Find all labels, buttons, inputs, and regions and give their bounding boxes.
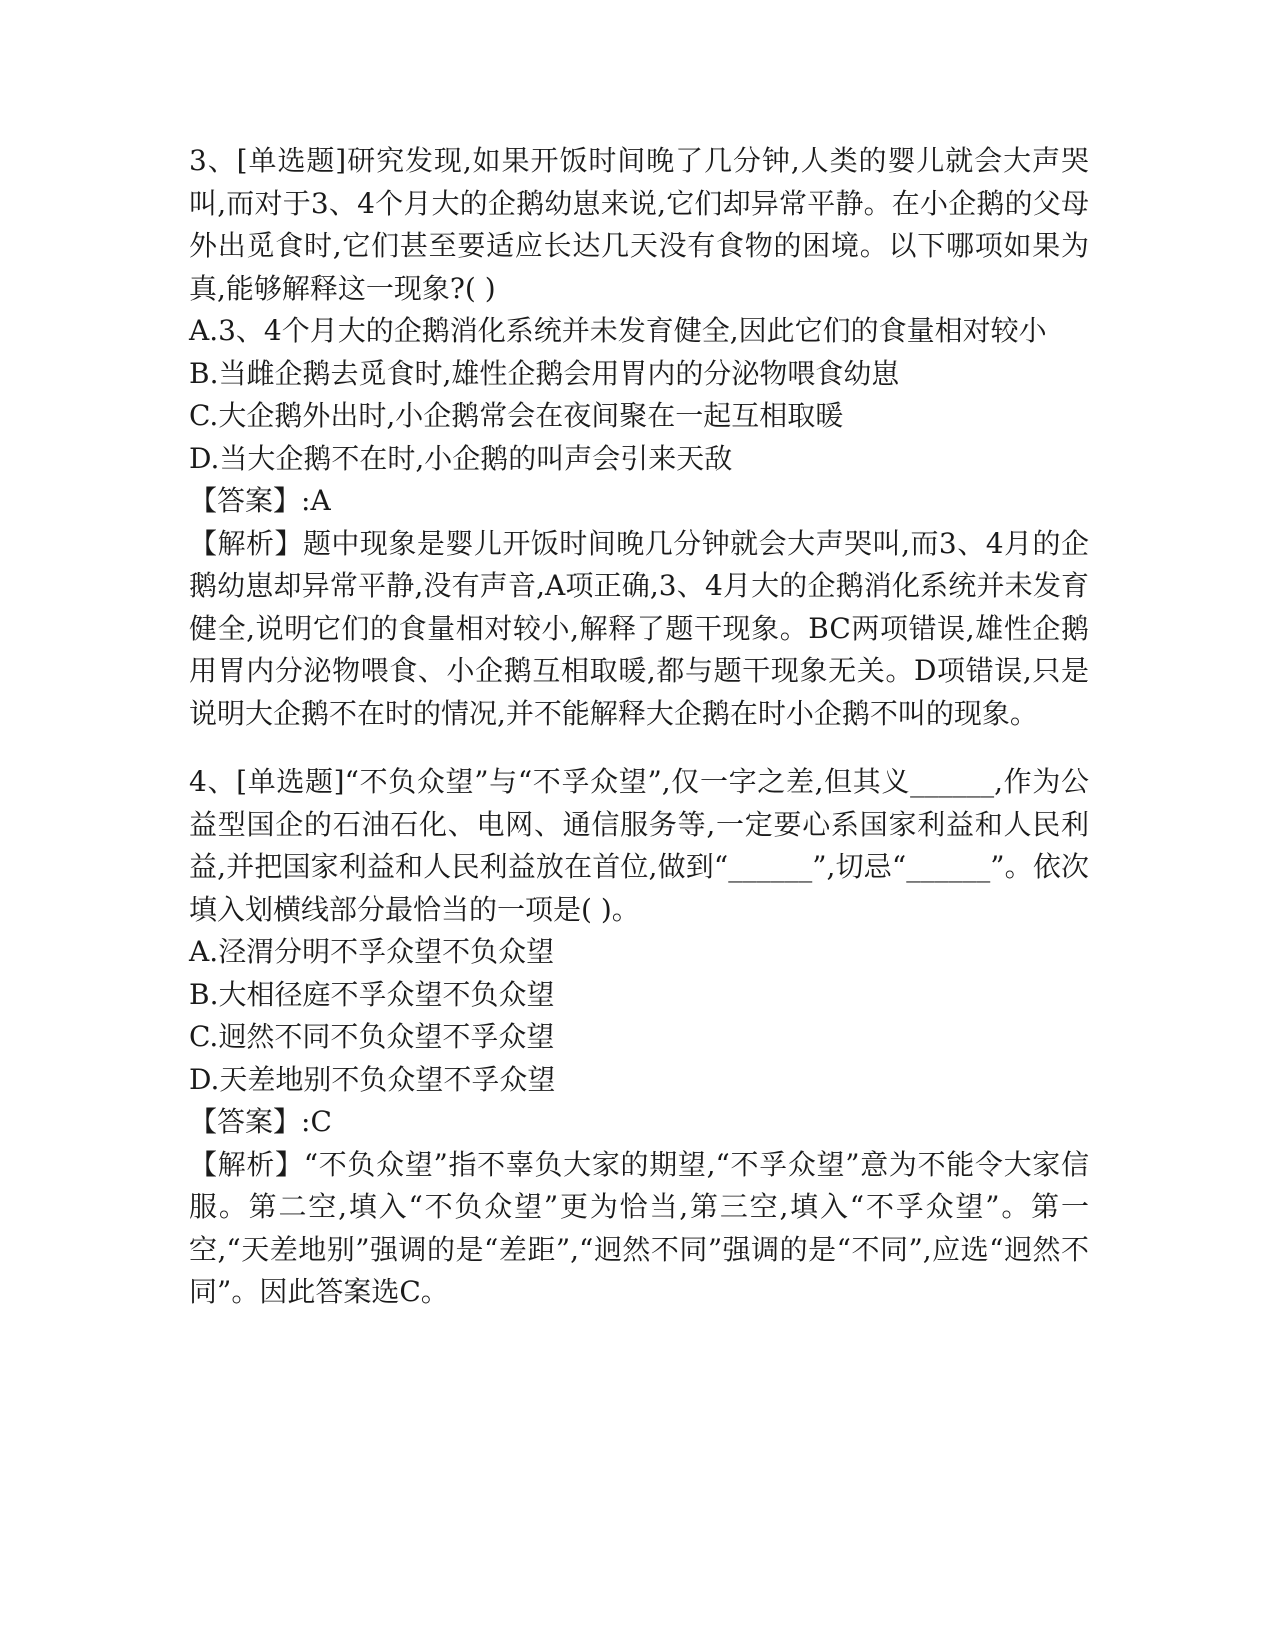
option-a: A.泾渭分明不孚众望不负众望 <box>189 935 555 968</box>
option-d: D.当大企鹅不在时,小企鹅的叫声会引来天敌 <box>189 441 733 475</box>
option-b: B.当雌企鹅去觅食时,雄性企鹅会用胃内的分泌物喂食幼崽 <box>189 356 900 390</box>
document-page <box>189 140 1089 1314</box>
option-c: C.大企鹅外出时,小企鹅常会在夜间聚在一起互相取暖 <box>189 399 844 432</box>
analysis-text: “不负众望”指不辜负大家的期望,“不孚众望”意为不能令大家信服。第二空,填入“不负众望”更为恰当,第三空,填入“不孚众望”。第一空,“天差地别”强调的是“差距”,“迥然不同”强调的是“不同”,应选“迥然不同”。因此答案选C。 <box>189 1147 1089 1308</box>
analysis-paragraph <box>189 523 1089 736</box>
answer-line <box>189 1101 1089 1144</box>
option-d: D.天差地别不负众望不孚众望 <box>189 1062 556 1096</box>
answer-label: 【答案】: <box>189 1105 311 1138</box>
analysis-label: 【解析】 <box>189 526 303 560</box>
answer-value: A <box>310 484 331 517</box>
answer-label: 【答案】: <box>189 484 311 517</box>
answer-line <box>189 480 1089 523</box>
question-4 <box>189 761 1089 1314</box>
analysis-paragraph <box>189 1144 1089 1314</box>
analysis-text: 题中现象是婴儿开饭时间晚几分钟就会大声哭叫,而3、4月的企鹅幼崽却异常平静,没有声音,A项正确,3、4月大的企鹅消化系统并未发育健全,说明它们的食量相对较小,解释了题干现象。BC两项错误,雄性企鹅用胃内分泌物喂食、小企鹅互相取暖,都与题干现象无关。D项错误,只是说明大企鹅不在时的情况,并不能解释大企鹅在时小企鹅不叫的现象。 <box>189 526 1089 730</box>
question-stem: 4、[单选题]“不负众望”与“不孚众望”,仅一字之差,但其义______,作为公益型国企的石油石化、电网、通信服务等,一定要心系国家利益和人民利益,并把国家利益和人民利益放在首位,做到“______”,切忌“______”。依次填入划横线部分最恰当的一项是( )。 <box>189 765 1089 926</box>
question-3 <box>189 140 1089 735</box>
analysis-label: 【解析】 <box>189 1147 304 1181</box>
option-a: A.3、4个月大的企鹅消化系统并未发育健全,因此它们的食量相对较小 <box>189 314 1047 347</box>
option-b: B.大相径庭不孚众望不负众望 <box>189 977 555 1011</box>
answer-value: C <box>310 1105 332 1138</box>
option-c: C.迥然不同不负众望不孚众望 <box>189 1020 555 1053</box>
question-stem: 3、[单选题]研究发现,如果开饭时间晚了几分钟,人类的婴儿就会大声哭叫,而对于3、4个月大的企鹅幼崽来说,它们却异常平静。在小企鹅的父母外出觅食时,它们甚至要适应长达几天没有食物的困境。以下哪项如果为真,能够解释这一现象?( ) <box>189 144 1089 305</box>
